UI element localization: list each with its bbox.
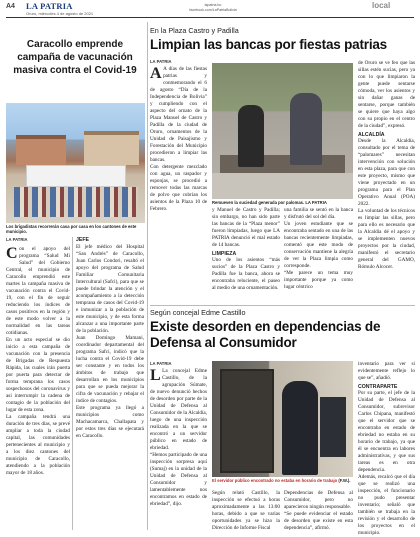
top-story-kicker: En la Plaza Castro y Padilla xyxy=(150,26,239,35)
paragraph: Este programa ya llegó a municipios como Machacamarca, Challapata y por estos tres días se ejecutará en Caracollo. xyxy=(76,405,144,439)
story-separator xyxy=(150,305,415,306)
top-story-col1 xyxy=(150,65,207,212)
issue-date: Oruro, miércoles 4 de agosto de 2021 xyxy=(26,11,94,16)
paragraph: una familia se sentó en la banca y disfrutó del sol del día. xyxy=(284,207,353,220)
paragraph: Además, recalcó que el día que se realizó una inspección, el funcionario no pudo presentar inventario; señaló que también se trabaja en la revisión y el desarrollo de los proyectos en el municipio. xyxy=(358,474,415,536)
bottom-dropcap: L xyxy=(150,367,161,384)
bottom-story-tag: LA PATRIA xyxy=(150,361,172,366)
page-number: A4 xyxy=(6,3,15,10)
top-photo-caption xyxy=(212,200,353,205)
paragraph: inventario para ver si evidentemente reflejo lo que se”, añadió. xyxy=(358,361,415,381)
paragraph: on el apoyo del programa “Salud Mi Salud” del Gobierno Central, el municipio de Caracollo emprendió este martes la campaña masiva de vacunación contra el Covid-19, con el fin de seguir reduciendo los índices de casos positivos en la región y de este modo volver a la normalidad en las tareas cotidianas. xyxy=(6,246,70,336)
paragraph: El jefe médico del Hospital “San Andrés” de Caracollo, Juan Carlos Condori, resaltó el apoyo del programa de Salud Familiar Comunitaria Intercultural (Safci), para que se puede brindar la atención y el acompañamiento a la detección temprana de casos del Covid-19 e inmunizar a la población de este municipio, y de esta forma alcanzar a una importante parte de la población. xyxy=(76,244,144,334)
bottom-story-col3 xyxy=(284,490,353,530)
website-link[interactable]: lapatria.bo xyxy=(204,3,222,7)
paragraph: y Manuel de Castro y Padilla; sin embargo, no han sido parte las bancas de la “Plaza menor” fueron limpiadas, luego que LA PATRIA denunció el mal estado de 14 bancas. xyxy=(212,207,280,248)
paragraph: A días de las fiestas patrias y conmemorando el 6 de agosto “Día de la Independencia de Bolivia” y cumpliendo con el aspecto del ornato de la Plaza Manuel de Castro y Padilla de la ciudad de Oruro, ornamentos de la Unidad de Paisajismo y Forestación del Municipio procedieron a limpiar las bancas. xyxy=(150,66,207,163)
column-divider xyxy=(72,237,73,530)
paragraph: La concejal Edme Castillo, de la agrupación Súmate, de nuevo denunció hechos de desorden por parte de la Unidad de Defensa al Consumidor de la Alcaldía, luego de una inspección realizada en la que se encontró a un servidor público en estado de ebriedad. xyxy=(150,368,207,451)
caption-text: Remueven la suciedad generada por palomas. xyxy=(212,200,305,205)
consumer-defense-office-photo xyxy=(212,361,353,477)
header-rule xyxy=(6,17,414,18)
bottom-photo-caption xyxy=(212,478,353,483)
header-links xyxy=(168,3,258,13)
bottom-story-col1 xyxy=(150,368,207,530)
top-story-col2 xyxy=(212,207,280,305)
top-story-col4 xyxy=(358,60,415,304)
paragraph: “Hemos participado de una inspección sorpresa aquí (Sumaj) en la unidad de la Unidad de Defensa al Consumidor y lamentablemente nos encontramos en estado de ebriedad”, dijo. xyxy=(150,452,207,507)
page-column-divider xyxy=(147,22,148,530)
caption-credit: LA PATRIA xyxy=(305,200,327,205)
bottom-subhead-contraparte: CONTRAPARTE xyxy=(358,383,398,390)
bottom-story-col4 xyxy=(358,361,415,536)
paragraph: Por su parte, el jefe de la Unidad de Defensa al Consumidor, subrevisor Carlos Chipana, manifestó que el servidor que se encontraba en estado de ebriedad no estaba en su horario de trabajo, ya que él se encuentra en labores administrativas, y que sus tareas es en otra dependencia. xyxy=(358,390,415,473)
facebook-link[interactable]: facebook.com/LaPatriaBolivia xyxy=(189,8,237,12)
bottom-story-headline: Existe desorden en dependencias de Defensa al Consumidor xyxy=(150,319,381,350)
left-photo-caption: Los brigadistas recorrerán casa por casa en los cantones de este municipio. xyxy=(6,224,137,235)
paragraph: “Me parece un tema muy importante porque ya como lugar céntrico xyxy=(284,270,353,290)
top-subhead-limpieza: LIMPIEZA xyxy=(212,250,237,257)
left-story-col1 xyxy=(6,246,70,530)
vaccination-campaign-photo xyxy=(6,103,145,223)
paragraph: Según relató Castillo, la inspección se efectuó a horas aproximadamente a las 13:00 horas, debido a que se varias oportunidades ya se hizo la Dirección de Informe Fiscal xyxy=(212,490,280,531)
paragraph: Juan Domingo Mamani, coordinador departamental del programa Safci, indicó que la lucha contra el Covid-19 debe ser constante y en todos los ámbitos de trabajo que desarrollan en los municipios para que se pueda mejorar la cifra de vacunación y rebajar el índice de contagios. xyxy=(76,335,144,404)
top-story-col3 xyxy=(284,207,353,305)
top-dropcap: A xyxy=(150,65,162,82)
caption-credit: (F.W.). xyxy=(338,478,351,483)
top-subhead-alcaldia: ALCALDÍA xyxy=(358,131,385,138)
paragraph: “Se puede evidenciar el estado de desorden que existe en esta dependencia”, afirmó. xyxy=(284,511,353,531)
paragraph: Desde la Alcaldía, consultado por el tema de “palomares” necesitan intervención con solución en esta plaza, para que con este proyecto, mismo que viene proyectado en un programa para el Plan Operativo Anual (POA) 2022. xyxy=(358,138,415,207)
paragraph: Con detergente mezclado con agua, un raspador y esponjas, se procedió a remover todas las marcas de polvo que cubrían los asientos de la Plaza 10 de Febrero. xyxy=(150,164,207,212)
left-dropcap: C xyxy=(6,245,18,262)
left-story-col2 xyxy=(76,237,144,530)
left-story-tag: LA PATRIA xyxy=(6,237,28,242)
section-label: local xyxy=(372,1,391,10)
top-story-tag: LA PATRIA xyxy=(150,59,172,64)
bottom-story-kicker: Según concejal Edme Castillo xyxy=(150,308,246,317)
paragraph: Dependencias de Defensa al Consumidor, pero no aparecieron ningún responsable. xyxy=(284,490,353,510)
top-story-headline: Limpian las bancas por fiestas patrias xyxy=(150,37,387,52)
paragraph: En un acto especial se dio inicio a esta campaña de vacunación con la presencia de Brigadas de Respuesta Rápida, las cuales irán puerta por puerta para detectar de forma temprana los casos sospechosos del coronavirus y así interrumpir la cadena de contagio de la población del lugar de esta zona. xyxy=(6,337,70,413)
paragraph: de Oruro se ve feo que las sillas estén sucias, pero ya con lo que limpiaron la gente puede sentarse cómoda, ver los asientos y sin dañar ganas de sentarse, porque también se quiere que haya algo con su propio en el centro de la ciudad”, expresó. xyxy=(358,60,415,129)
bench-cleaning-photo xyxy=(212,63,353,199)
paragraph: La voluntad de los técnicos es limpiar las sillas, pero para ello es necesario que la Alcaldía dé el apoyo y se implementen nuevos proyectos por la ciudad, manifestó el secretario general del GAMO, Rómulo Alcocer. xyxy=(358,208,415,270)
newspaper-brand: LA PATRIA xyxy=(26,1,73,11)
paragraph: Uno de los asientos “más sucios” de la Plaza Castro y Padilla fue la banca, ahora se encontraba reluciente, el paseo al medio de una ornamentación. xyxy=(212,257,280,291)
left-subhead: JEFE xyxy=(76,237,89,243)
paragraph: Un joven estudiante que se encontraba sentado en una de las bancas recientemente limpiadas, comentó que este modo de conservación mantiene la alegría de ver la Plaza limpia como corresponde. xyxy=(284,221,353,269)
bottom-story-col2 xyxy=(212,490,280,530)
caption-text: El servidor público encontrado no estaba en horario de trabajo xyxy=(212,478,338,483)
paragraph: La campaña tendrá una duración de tres días, se prevé ampliar a toda la ciudad capital, las comunidades pertenecientes al municipio y a los diez cantones del municipio de Caracollo, atendiendo a la población mayor de 18 años. xyxy=(6,414,70,476)
left-story-title: Caracollo emprende campaña de vacunación masiva contra el Covid-19 xyxy=(13,39,137,76)
